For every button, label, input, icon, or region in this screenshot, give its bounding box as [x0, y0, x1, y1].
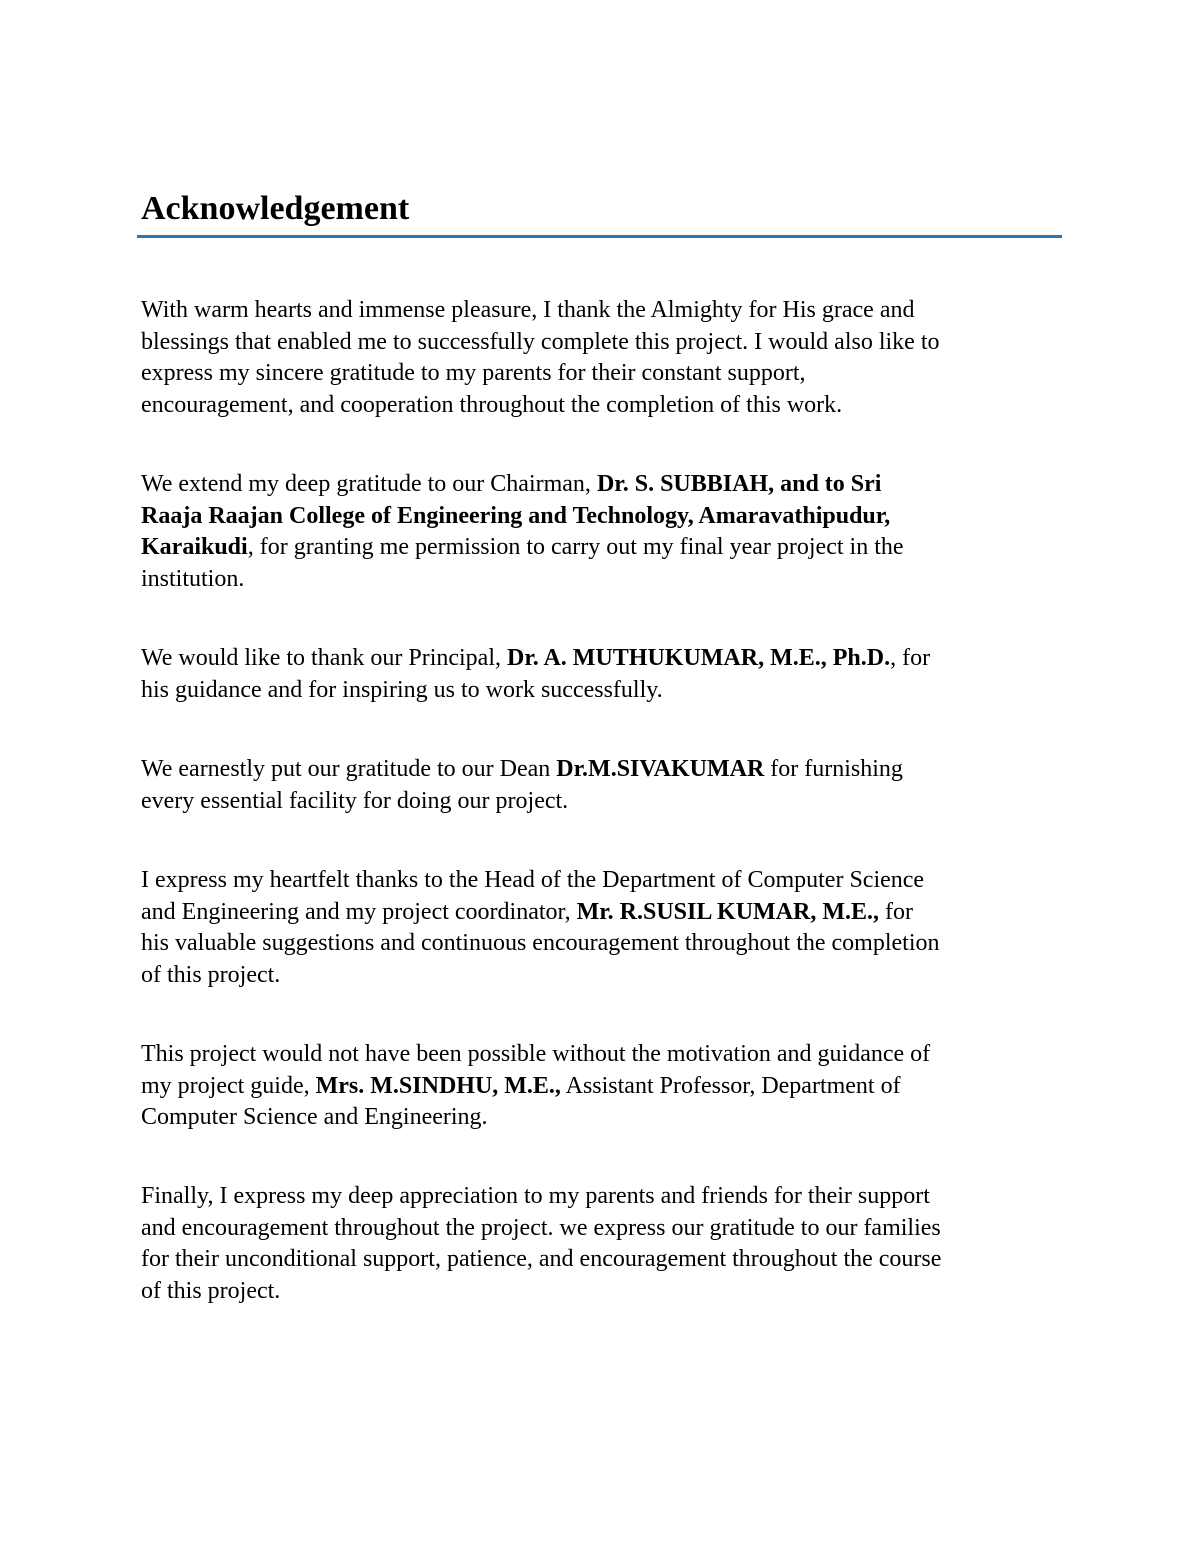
text-run: encouragement, and cooperation throughout the completion of this work.	[141, 391, 843, 418]
text-run: With warm hearts and immense pleasure, I thank the Almighty for His grace and	[141, 297, 915, 323]
text-line	[141, 358, 1066, 390]
text-line	[141, 1276, 1066, 1308]
bold-text: Dr. A. MUTHUKUMAR, M.E., Ph.D.	[507, 645, 891, 671]
text-run: express my sincere gratitude to my parents for their constant support,	[141, 360, 806, 386]
text-line	[141, 1071, 1066, 1103]
text-run: institution.	[141, 565, 245, 592]
text-line	[141, 786, 1066, 818]
text-line	[141, 564, 1066, 596]
text-run: blessings that enabled me to successfully complete this project. I would also like to	[141, 328, 940, 355]
text-run: his guidance and for inspiring us to work successfully.	[141, 676, 663, 703]
text-line	[141, 390, 1066, 422]
text-run: for furnishing	[764, 756, 903, 782]
text-line	[141, 1244, 1066, 1276]
text-line	[141, 1039, 1066, 1071]
text-run: and encouragement throughout the project. we express our gratitude to our families	[141, 1214, 941, 1241]
text-run: This project would not have been possible without the motivation and guidance of	[141, 1041, 931, 1067]
text-line	[141, 501, 1066, 533]
text-run: We would like to thank our Principal,	[141, 645, 507, 671]
bold-text: Dr.M.SIVAKUMAR	[556, 756, 765, 782]
text-run: I express my heartfelt thanks to the Head of the Department of Computer Science	[141, 867, 925, 893]
text-line	[141, 675, 1066, 707]
text-line	[141, 754, 1066, 786]
text-run: his valuable suggestions and continuous encouragement throughout the completion	[141, 930, 940, 956]
text-run: We earnestly put our gratitude to our Dean	[141, 756, 557, 782]
text-line	[141, 643, 1066, 675]
text-run: Assistant Professor, Department of	[560, 1072, 901, 1099]
paragraph-1	[141, 295, 1066, 421]
text-line	[141, 327, 1066, 359]
text-run: We extend my deep gratitude to our Chairman,	[141, 471, 597, 497]
text-run: my project guide,	[141, 1072, 316, 1099]
paragraph-3	[141, 643, 1066, 706]
text-line	[141, 469, 1066, 501]
text-line	[141, 928, 1066, 960]
paragraph-6	[141, 1039, 1066, 1134]
bold-text: Karaikudi	[141, 534, 248, 560]
text-run: for their unconditional support, patience, and encouragement throughout the course	[141, 1246, 942, 1272]
paragraph-7	[141, 1181, 1066, 1307]
text-line	[141, 1102, 1066, 1134]
text-line	[141, 865, 1066, 897]
page-title: Acknowledgement	[141, 190, 410, 227]
paragraph-5	[141, 865, 1066, 991]
text-run: for	[879, 898, 914, 925]
text-line	[141, 1181, 1066, 1213]
bold-text: Dr. S. SUBBIAH, and to Sri	[596, 471, 882, 497]
text-line	[141, 897, 1066, 929]
paragraph-4	[141, 754, 1066, 817]
text-run: every essential facility for doing our project.	[141, 787, 569, 814]
text-line	[141, 295, 1066, 327]
bold-text: Mr. R.SUSIL KUMAR, M.E.,	[576, 898, 880, 925]
text-run: Computer Science and Engineering.	[141, 1104, 488, 1130]
bold-text: Mrs. M.SINDHU, M.E.,	[315, 1072, 561, 1099]
bold-text: Raaja Raajan College of Engineering and Technology, Amaravathipudur,	[141, 502, 891, 529]
paragraph-2	[141, 469, 1066, 595]
text-run: and Engineering and my project coordinator,	[141, 898, 577, 925]
text-line	[141, 960, 1066, 992]
text-run: of this project.	[141, 1277, 281, 1304]
text-run: Finally, I express my deep appreciation to my parents and friends for their support	[141, 1183, 930, 1209]
text-line	[141, 532, 1066, 564]
text-run: of this project.	[141, 961, 281, 988]
text-run: , for granting me permission to carry out my final year project in the	[247, 534, 904, 560]
text-run: , for	[890, 645, 931, 671]
title-underline	[137, 235, 1062, 238]
text-line	[141, 1213, 1066, 1245]
